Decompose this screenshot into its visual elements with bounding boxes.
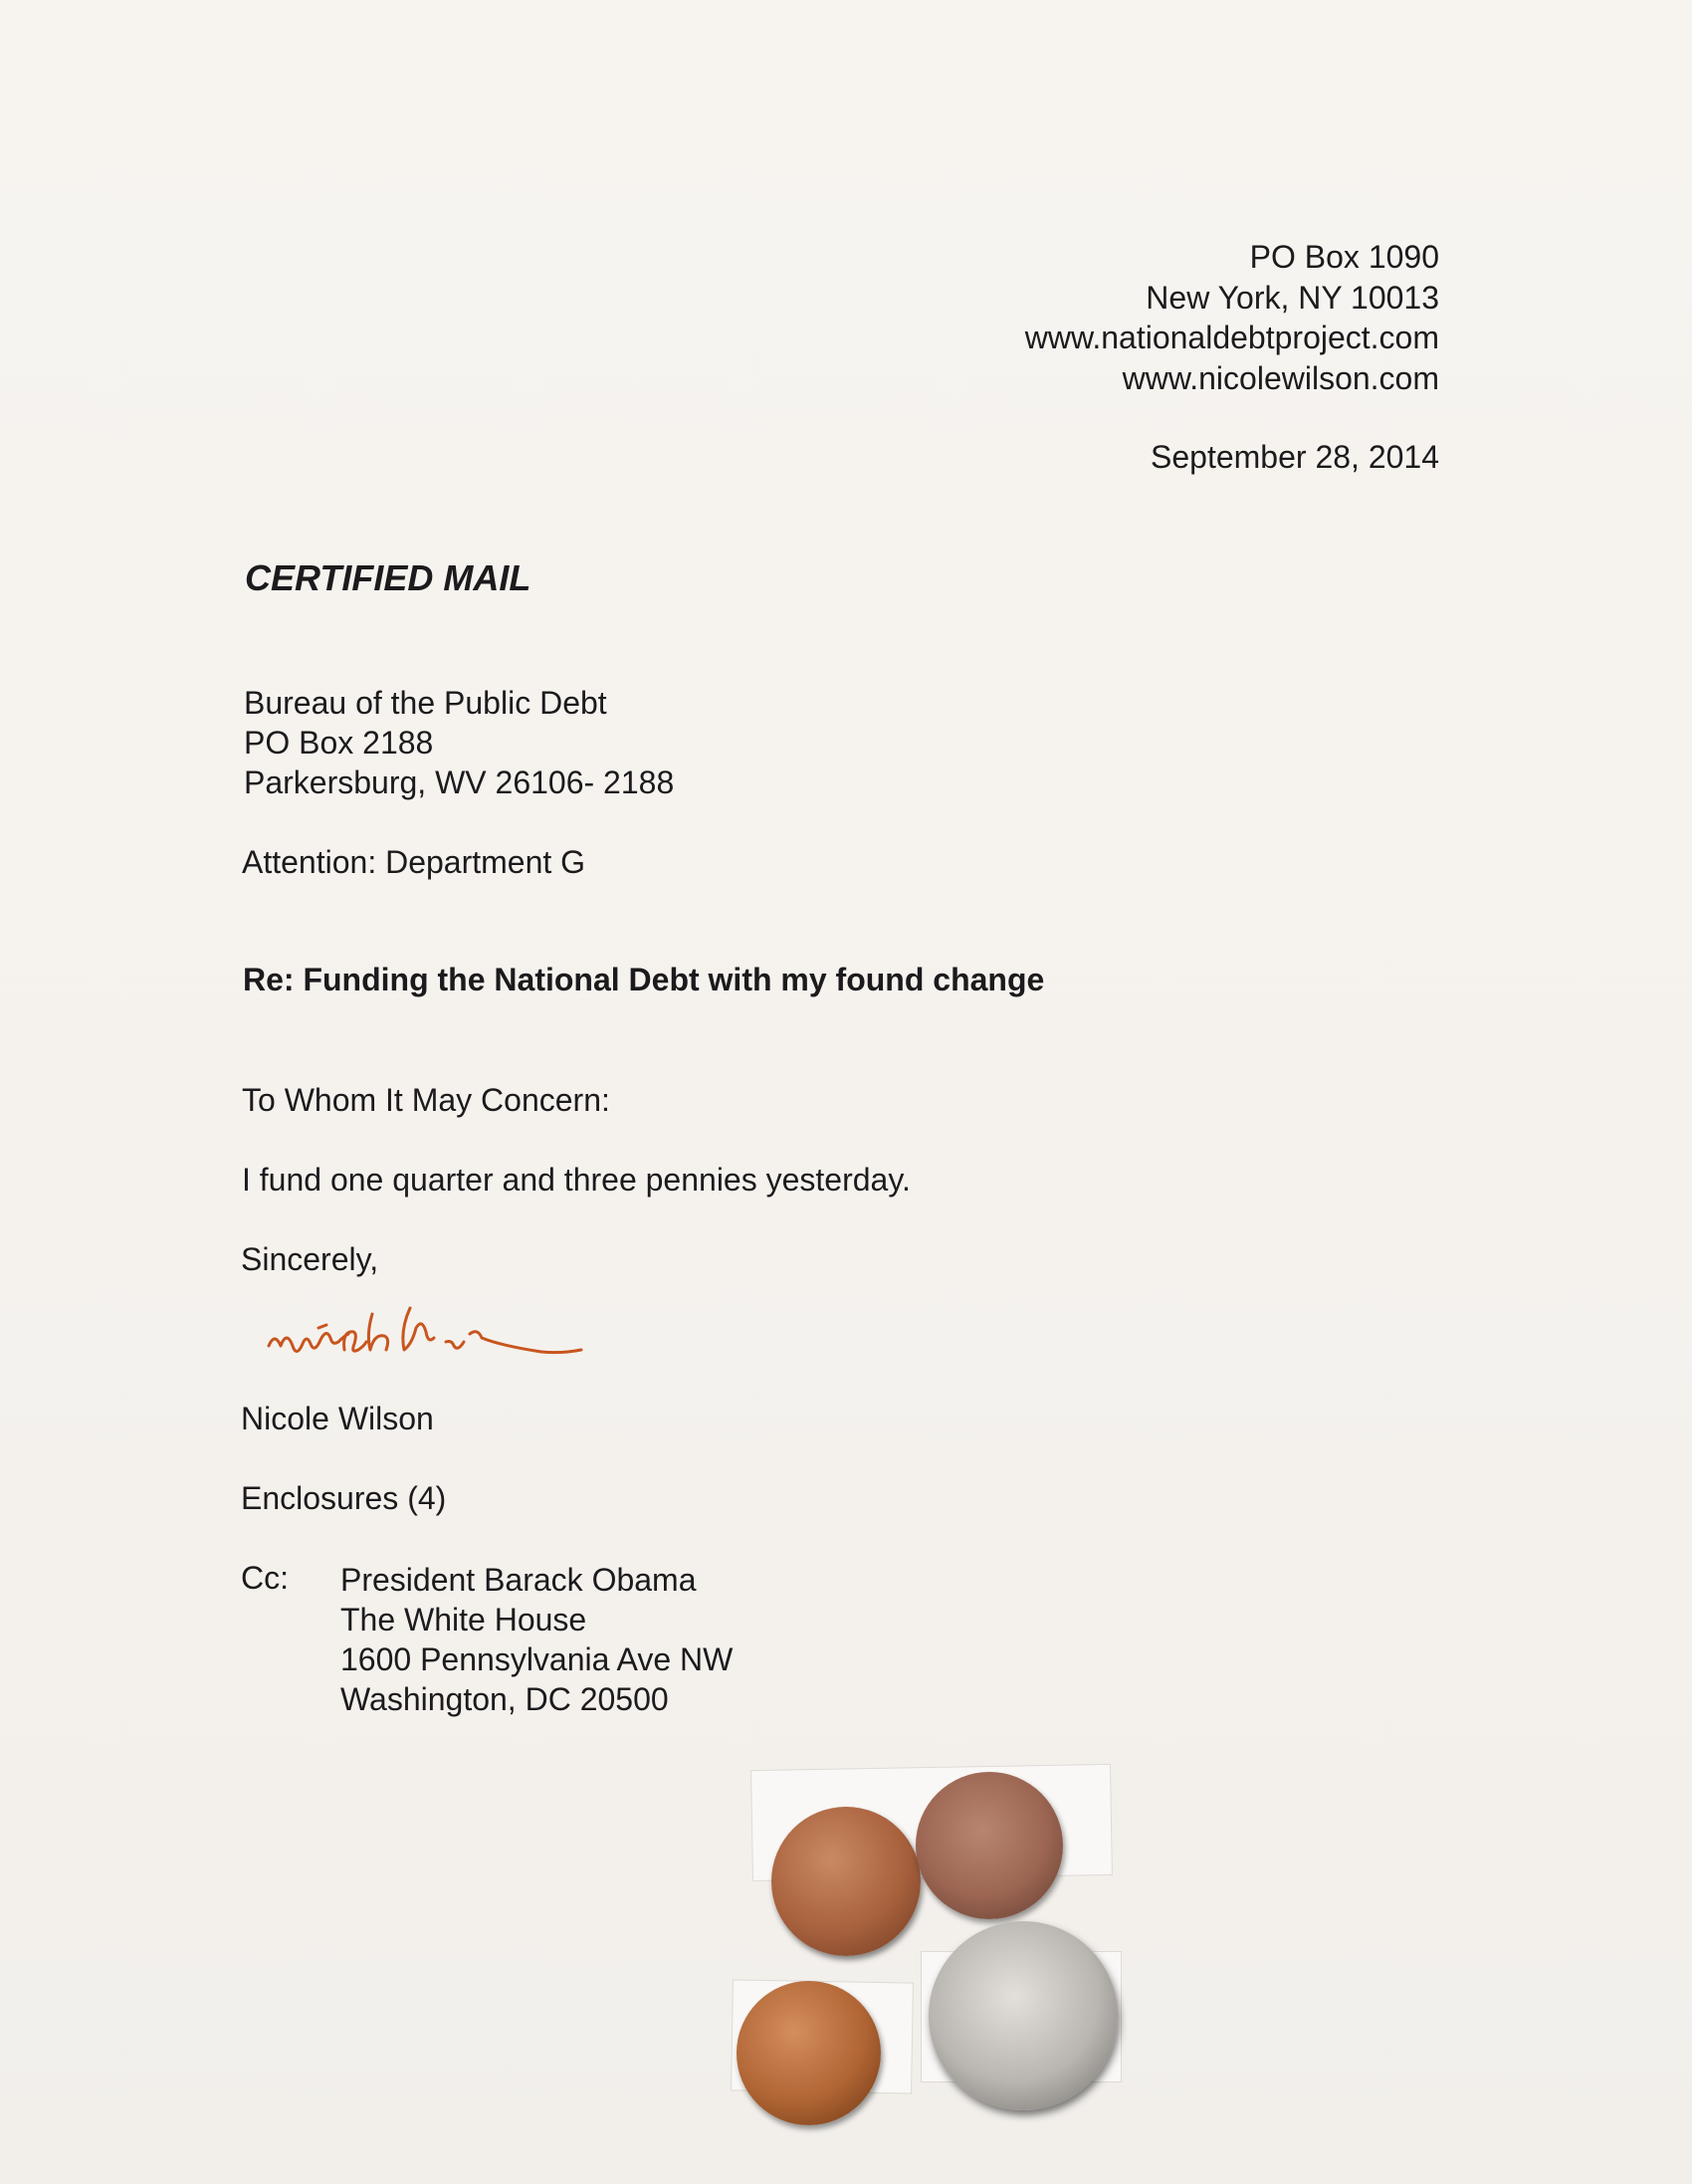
letter-date: September 28, 2014 — [1151, 439, 1439, 475]
sender-address — [1025, 237, 1439, 398]
attention-line: Attention: Department G — [242, 844, 586, 880]
quarter-coin — [929, 1921, 1118, 2110]
cc-label: Cc: — [241, 1560, 289, 1596]
letter-body: I fund one quarter and three pennies yesterday. — [242, 1162, 911, 1198]
cc-recipient-address — [340, 1560, 733, 1719]
cc-address-line: The White House — [340, 1602, 587, 1638]
sender-address-line: PO Box 1090 — [1249, 239, 1439, 275]
taped-coins — [712, 1747, 1140, 2145]
recipient-address-line: Parkersburg, WV 26106- 2188 — [244, 764, 675, 800]
enclosures-note: Enclosures (4) — [241, 1480, 447, 1516]
recipient-address-line: Bureau of the Public Debt — [244, 685, 607, 721]
sender-address-line: New York, NY 10013 — [1146, 279, 1439, 316]
certified-mail-heading: CERTIFIED MAIL — [245, 557, 531, 598]
penny-coin — [916, 1772, 1063, 1919]
signer-name: Nicole Wilson — [241, 1401, 434, 1436]
handwritten-signature — [261, 1294, 589, 1384]
recipient-address — [244, 683, 674, 802]
sender-website-link: www.nationaldebtproject.com — [1024, 320, 1439, 355]
penny-coin — [737, 1981, 881, 2125]
cc-address-line: Washington, DC 20500 — [340, 1681, 669, 1717]
salutation: To Whom It May Concern: — [242, 1082, 610, 1118]
cc-address-line: 1600 Pennsylvania Ave NW — [340, 1641, 734, 1677]
subject-line: Re: Funding the National Debt with my found change — [243, 962, 1045, 997]
recipient-address-line: PO Box 2188 — [244, 725, 434, 761]
closing: Sincerely, — [241, 1241, 379, 1277]
sender-website-link: www.nicolewilson.com — [1122, 359, 1439, 396]
penny-coin — [771, 1807, 921, 1956]
cc-address-line: President Barack Obama — [340, 1562, 697, 1598]
